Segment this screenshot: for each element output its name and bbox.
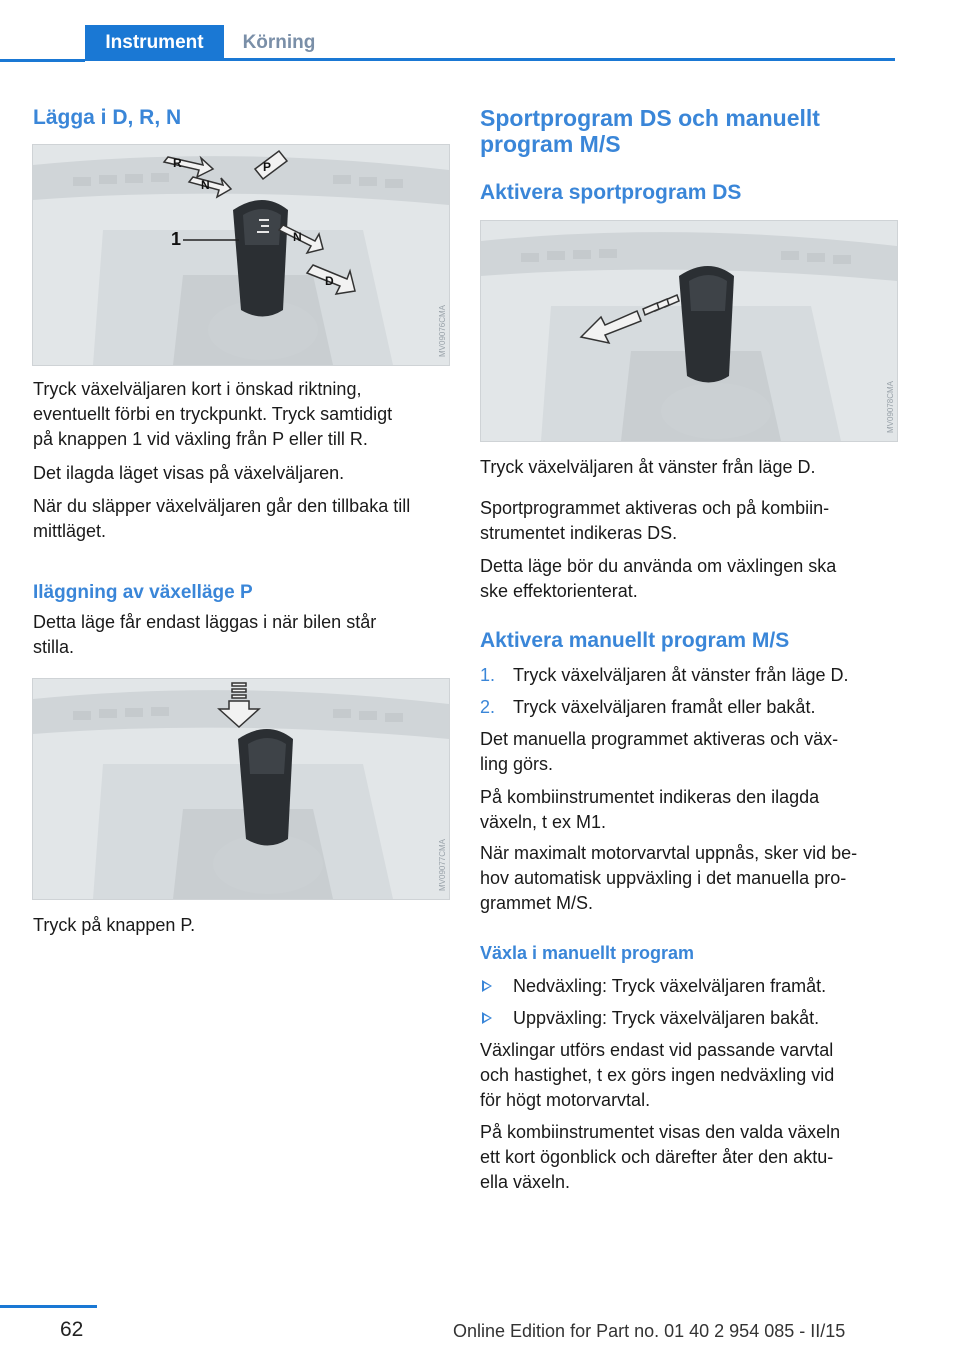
arrow-label-n-bottom: N	[293, 230, 302, 244]
list-item: Uppväxling: Tryck växelväljaren bakåt.	[480, 1006, 895, 1031]
subheading-activate-ms: Aktivera manuellt program M/S	[480, 629, 790, 652]
subheading-park: Iläggning av växelläge P	[33, 582, 253, 603]
list-item: 1. Tryck växelväljaren åt vänster från läge D.	[480, 665, 849, 685]
arrow-label-r: R	[173, 156, 182, 170]
tab-instrument[interactable]: Instrument	[85, 25, 224, 61]
tabbar-rule	[224, 58, 895, 61]
callout-1: 1	[171, 229, 182, 249]
tabbar-rule-left	[0, 59, 85, 62]
edition-note: Online Edition for Part no. 01 40 2 954 085 - II/15	[453, 1321, 846, 1341]
paragraph-gear-indicated: På kombiinstrumentet indikeras den ilagda växeln, t ex M1.	[480, 787, 820, 832]
figure-code: MV09076CMA	[438, 304, 447, 357]
paragraph-gear-display: På kombiinstrumentet visas den valda växeln ett kort ögonblick och därefter åter den aktu‐ ella växeln.	[480, 1122, 841, 1192]
paragraph-lever-returns: När du släpper växelväljaren går den tillbaka till mittläget.	[33, 496, 411, 541]
heading-drn: Lägga i D, R, N	[33, 106, 182, 129]
paragraph-park-only-standstill: Detta läge får endast läggas i när bilen står stilla.	[33, 612, 377, 657]
paragraph-position-shown: Det ilagda läget visas på växelväljaren.	[33, 463, 345, 483]
list-item: Nedväxling: Tryck växelväljaren framåt.	[480, 974, 895, 999]
paragraph-push-left: Tryck växelväljaren åt vänster från läge D.	[480, 457, 816, 477]
figure-gear-park	[32, 678, 450, 900]
arrow-label-n-top: N	[201, 178, 210, 192]
figure-code: MV09078CMA	[886, 380, 895, 433]
list-item: 2. Tryck växelväljaren framåt eller bakåt.	[480, 697, 816, 717]
paragraph-shift-conditions: Växlingar utförs endast vid passande varvtal och hastighet, t ex görs ingen nedväxling vid för högt motorvarvtal.	[480, 1040, 835, 1110]
paragraph-sport-use: Detta läge bör du använda om växlingen ska ske effektorienterat.	[480, 556, 837, 601]
paragraph-press-lever: Tryck växelväljaren kort i önskad riktning, eventuellt förbi en tryckpunkt. Tryck samtidigt på knappen 1 vid växling från P eller till R.	[33, 379, 393, 449]
heading-sport-manual: Sportprogram DS och manuellt program M/S	[480, 105, 820, 157]
figure-gear-ds	[480, 220, 898, 442]
paragraph-sport-activated: Sportprogrammet aktiveras och på kombiin‐ strumentet indikeras DS.	[480, 498, 830, 543]
paragraph-auto-upshift: När maximalt motorvarvtal uppnås, sker vid be‐ hov automatisk uppväxling i det manuella pro‐ grammet M/S.	[480, 843, 858, 913]
figure-gear-drn	[32, 144, 450, 366]
subheading-activate-ds: Aktivera sportprogram DS	[480, 181, 742, 204]
arrow-label-d: D	[325, 274, 334, 288]
tab-korning[interactable]: Körning	[242, 32, 316, 53]
subheading-shift-manual: Växla i manuellt program	[480, 943, 695, 963]
paragraph-press-p: Tryck på knappen P.	[33, 915, 196, 935]
page-number: 62	[60, 1318, 84, 1341]
section-tabbar	[0, 25, 895, 61]
figure-code: MV09077CMA	[438, 838, 447, 891]
footer-rule	[0, 1305, 97, 1308]
paragraph-manual-activated: Det manuella programmet aktiveras och väx‐ ling görs.	[480, 729, 839, 774]
arrow-label-p: P	[263, 160, 272, 174]
